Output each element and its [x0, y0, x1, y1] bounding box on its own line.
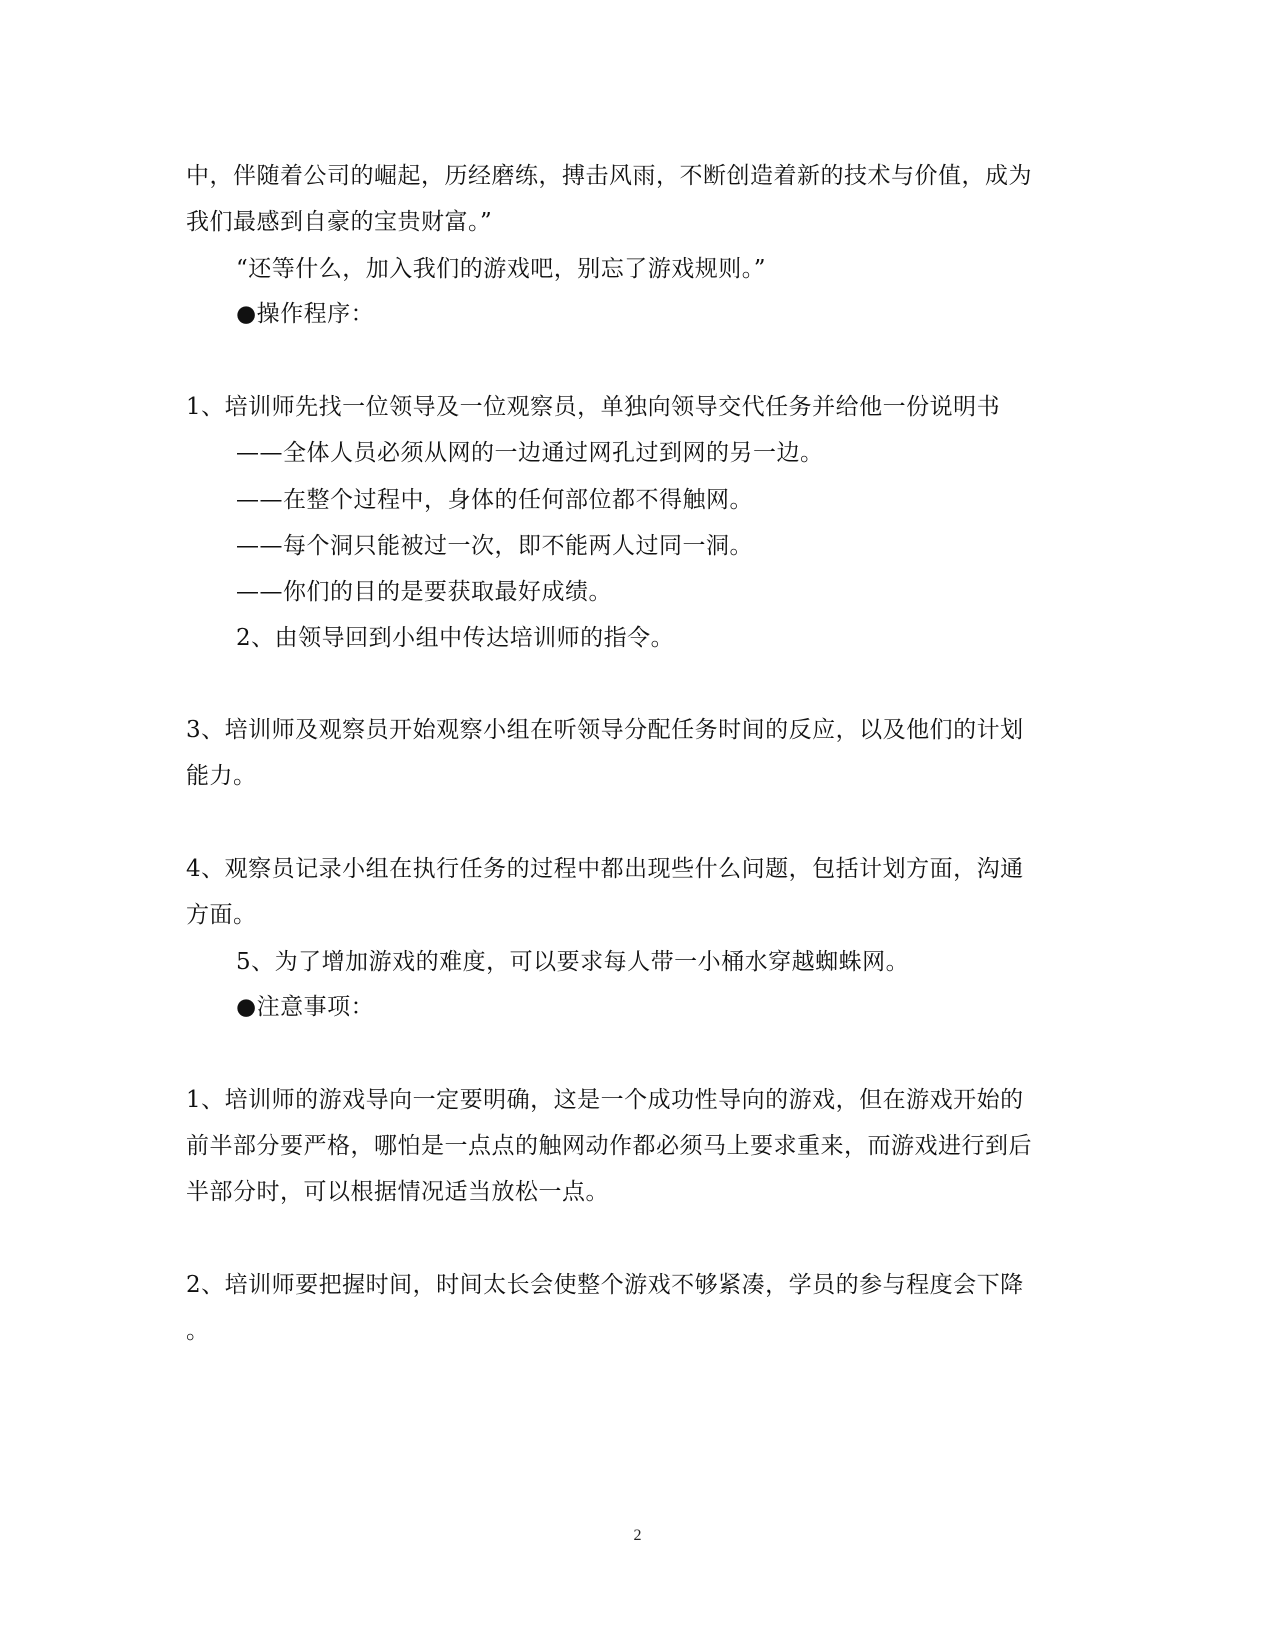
section-heading: ●操作程序：	[236, 301, 375, 327]
quote-line: “还等什么，加入我们的游戏吧，别忘了游戏规则。”	[236, 256, 767, 282]
list-item: 能力。	[186, 763, 257, 789]
list-item: 半部分时，可以根据情况适当放松一点。	[186, 1179, 609, 1205]
list-item: 5、为了增加游戏的难度，可以要求每人带一小桶水穿越蜘蛛网。	[236, 949, 910, 975]
list-item: ——你们的目的是要获取最好成绩。	[236, 579, 612, 605]
list-item: 前半部分要严格，哪怕是一点点的触网动作都必须马上要求重来，而游戏进行到后	[186, 1133, 1032, 1159]
list-item: 2、由领导回到小组中传达培训师的指令。	[236, 625, 675, 651]
list-item: ——全体人员必须从网的一边通过网孔过到网的另一边。	[236, 440, 824, 466]
list-item: 方面。	[186, 902, 257, 928]
paragraph-line: 我们最感到自豪的宝贵财富。”	[186, 209, 493, 235]
list-item: ——每个洞只能被过一次，即不能两人过同一洞。	[236, 533, 753, 559]
paragraph-line: 中，伴随着公司的崛起，历经磨练，搏击风雨，不断创造着新的技术与价值，成为	[186, 163, 1032, 189]
page-number: 2	[633, 1527, 642, 1544]
list-item: 。	[186, 1318, 210, 1344]
list-item: ——在整个过程中，身体的任何部位都不得触网。	[236, 487, 753, 513]
list-item: 2、培训师要把握时间，时间太长会使整个游戏不够紧凑，学员的参与程度会下降	[186, 1272, 1024, 1298]
list-item: 4、观察员记录小组在执行任务的过程中都出现些什么问题，包括计划方面，沟通	[186, 856, 1024, 882]
list-item: 1、培训师先找一位领导及一位观察员，单独向领导交代任务并给他一份说明书	[186, 394, 1001, 420]
list-item: 3、培训师及观察员开始观察小组在听领导分配任务时间的反应，以及他们的计划	[186, 717, 1024, 743]
section-heading: ●注意事项：	[236, 994, 375, 1020]
list-item: 1、培训师的游戏导向一定要明确，这是一个成功性导向的游戏，但在游戏开始的	[186, 1087, 1024, 1113]
